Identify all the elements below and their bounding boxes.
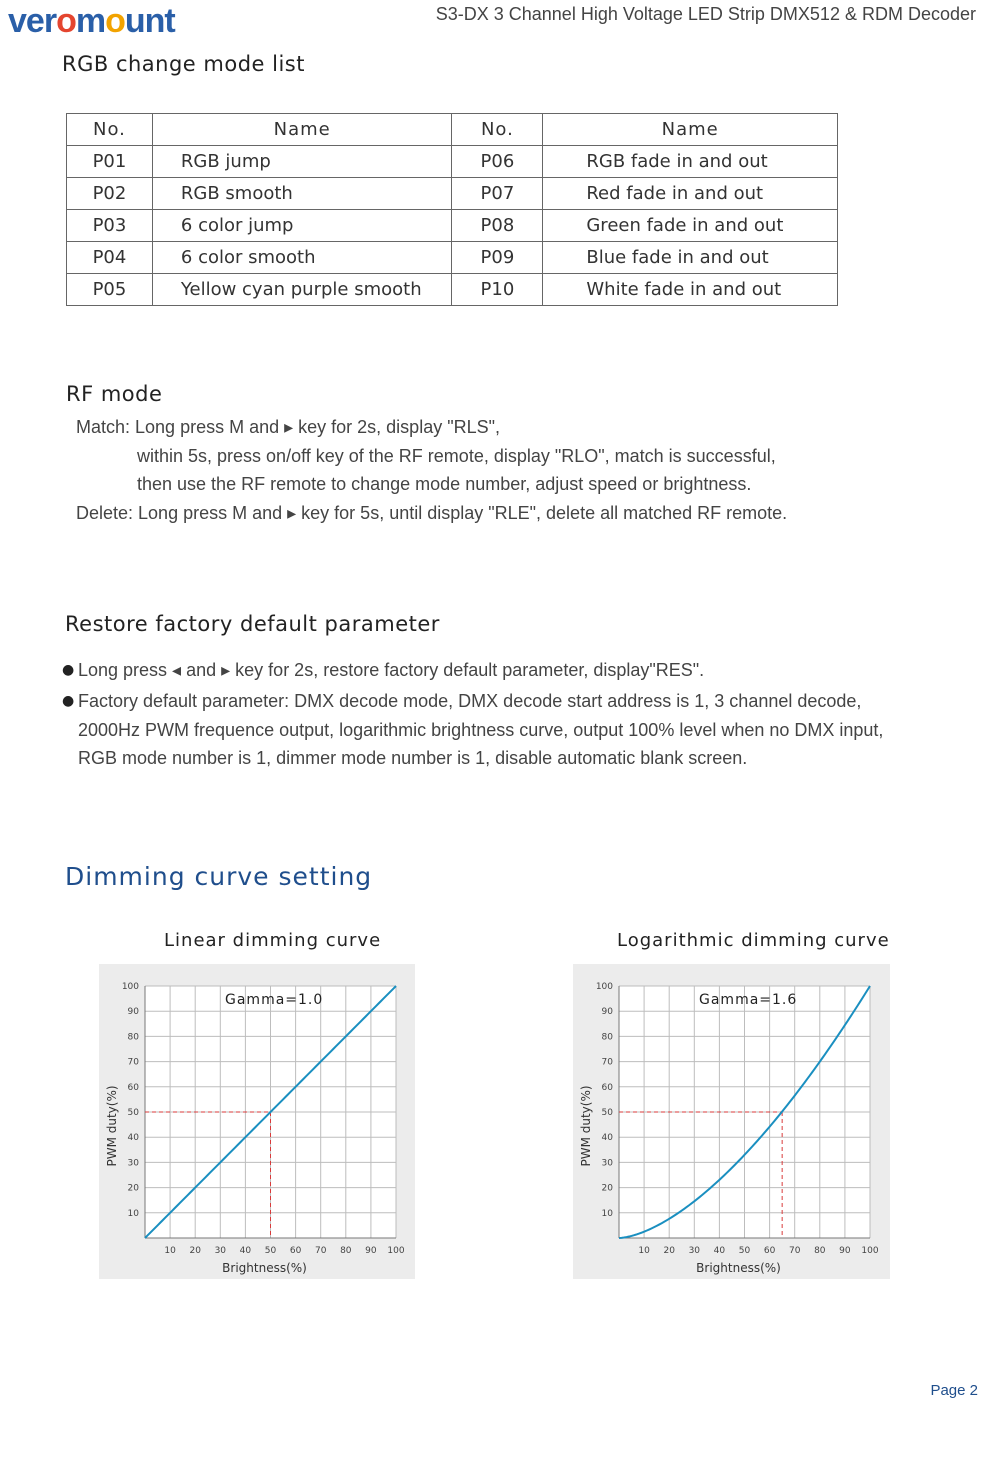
chart-title: Linear dimming curve	[164, 930, 382, 951]
y-tick-label: 10	[127, 1208, 139, 1219]
mode-table-header	[67, 114, 838, 146]
restore-bullet-line: 2000Hz PWM frequence output, logarithmic brightness curve, output 100% level when no DMX input,	[78, 720, 884, 740]
mode-name: 6 color smooth	[152, 242, 452, 274]
mode-number: P06	[452, 146, 543, 178]
mode-number: P10	[452, 274, 543, 306]
y-tick-label: 10	[601, 1208, 613, 1219]
mode-name: RGB smooth	[152, 178, 452, 210]
table-row	[67, 210, 838, 242]
column-header-name: Name	[152, 114, 452, 146]
y-tick-label: 30	[127, 1158, 139, 1169]
x-tick-label: 80	[340, 1246, 352, 1256]
rf-match-line: within 5s, press on/off key of the RF remote, display "RLO", match is successful,	[137, 446, 776, 466]
chart-svg	[573, 964, 890, 1279]
mode-name: Yellow cyan purple smooth	[152, 274, 452, 306]
y-tick-label: 50	[601, 1108, 613, 1118]
x-tick-label: 70	[788, 1246, 801, 1256]
column-header-name: Name	[543, 114, 838, 146]
mode-number: P08	[452, 210, 543, 242]
gamma-annotation: Gamma=1.0	[225, 992, 324, 1008]
rf-mode-heading: RF mode	[66, 382, 163, 406]
y-tick-label: 60	[127, 1082, 139, 1093]
y-tick-label: 60	[601, 1082, 613, 1093]
y-tick-label: 20	[127, 1183, 139, 1194]
mode-name: Red fade in and out	[543, 178, 838, 210]
x-tick-label: 80	[814, 1246, 826, 1256]
x-tick-label: 20	[663, 1246, 675, 1256]
x-tick-label: 30	[214, 1246, 227, 1256]
x-tick-label: 90	[365, 1246, 377, 1256]
y-tick-label: 50	[127, 1108, 139, 1118]
y-tick-label: 100	[121, 982, 139, 992]
rf-delete-line: Delete: Long press M and ▸ key for 5s, until display "RLE", delete all matched RF remote.	[76, 503, 788, 523]
x-tick-label: 40	[239, 1246, 252, 1256]
x-tick-label: 30	[688, 1246, 701, 1256]
mode-list-heading: RGB change mode list	[62, 52, 305, 76]
x-tick-label: 40	[713, 1246, 726, 1256]
x-tick-label: 70	[314, 1246, 327, 1256]
y-tick-label: 100	[595, 982, 613, 992]
column-header-no: No.	[67, 114, 153, 146]
x-tick-label: 20	[189, 1246, 201, 1256]
veromount-logo: veromount	[8, 2, 175, 40]
y-tick-label: 20	[601, 1183, 613, 1194]
y-tick-label: 30	[601, 1158, 613, 1169]
x-tick-label: 10	[638, 1246, 650, 1256]
logarithmic-dimming-chart	[573, 964, 890, 1279]
mode-number: P02	[67, 178, 153, 210]
y-tick-label: 40	[601, 1133, 613, 1144]
mode-number: P01	[67, 146, 153, 178]
mode-name: 6 color jump	[152, 210, 452, 242]
x-tick-label: 50	[264, 1246, 277, 1256]
table-row	[67, 146, 838, 178]
chart-svg	[99, 964, 415, 1279]
y-tick-label: 90	[127, 1007, 139, 1018]
mode-name: White fade in and out	[543, 274, 838, 306]
y-tick-label: 90	[601, 1007, 613, 1018]
y-tick-label: 80	[601, 1032, 613, 1043]
x-axis-label: Brightness(%)	[222, 1261, 307, 1275]
mode-name: RGB fade in and out	[543, 146, 838, 178]
x-tick-label: 100	[861, 1246, 879, 1256]
restore-heading: Restore factory default parameter	[65, 612, 440, 636]
x-tick-label: 90	[839, 1246, 851, 1256]
dimming-heading: Dimming curve setting	[65, 862, 373, 891]
mode-name: RGB jump	[152, 146, 452, 178]
mode-name: Blue fade in and out	[543, 242, 838, 274]
mode-table	[66, 113, 838, 306]
y-axis-label: PWM duty(%)	[579, 1085, 593, 1167]
restore-bullet-line: RGB mode number is 1, dimmer mode number is 1, disable automatic blank screen.	[78, 748, 748, 768]
mode-number: P04	[67, 242, 153, 274]
x-tick-label: 60	[289, 1246, 302, 1256]
bullet-dot-icon: ●	[62, 693, 75, 709]
mode-name: Green fade in and out	[543, 210, 838, 242]
y-tick-label: 80	[127, 1032, 139, 1043]
y-axis-label: PWM duty(%)	[105, 1085, 119, 1167]
x-axis-label: Brightness(%)	[696, 1261, 781, 1275]
rf-match-line: then use the RF remote to change mode number, adjust speed or brightness.	[137, 474, 752, 494]
table-row	[67, 242, 838, 274]
y-tick-label: 70	[127, 1057, 139, 1068]
x-tick-label: 10	[164, 1246, 176, 1256]
bullet-dot-icon: ●	[62, 662, 75, 678]
y-tick-label: 70	[601, 1057, 613, 1068]
x-tick-label: 100	[387, 1246, 405, 1256]
table-row	[67, 178, 838, 210]
column-header-no: No.	[452, 114, 543, 146]
rf-match-line: Match: Long press M and ▸ key for 2s, display "RLS",	[76, 417, 501, 437]
mode-number: P09	[452, 242, 543, 274]
x-tick-label: 50	[738, 1246, 751, 1256]
mode-number: P05	[67, 274, 153, 306]
gamma-annotation: Gamma=1.6	[699, 992, 798, 1008]
page-number: Page 2	[930, 1382, 978, 1399]
linear-dimming-chart	[99, 964, 415, 1279]
mode-number: P07	[452, 178, 543, 210]
restore-bullet-line: Factory default parameter: DMX decode mode, DMX decode start address is 1, 3 channel decode,	[78, 691, 862, 711]
chart-title: Logarithmic dimming curve	[617, 930, 890, 951]
y-tick-label: 40	[127, 1133, 139, 1144]
x-tick-label: 60	[763, 1246, 776, 1256]
table-row	[67, 274, 838, 306]
mode-number: P03	[67, 210, 153, 242]
restore-bullet-line: Long press ◂ and ▸ key for 2s, restore factory default parameter, display"RES".	[78, 660, 705, 680]
document-title: S3-DX 3 Channel High Voltage LED Strip DMX512 & RDM Decoder	[435, 4, 976, 24]
